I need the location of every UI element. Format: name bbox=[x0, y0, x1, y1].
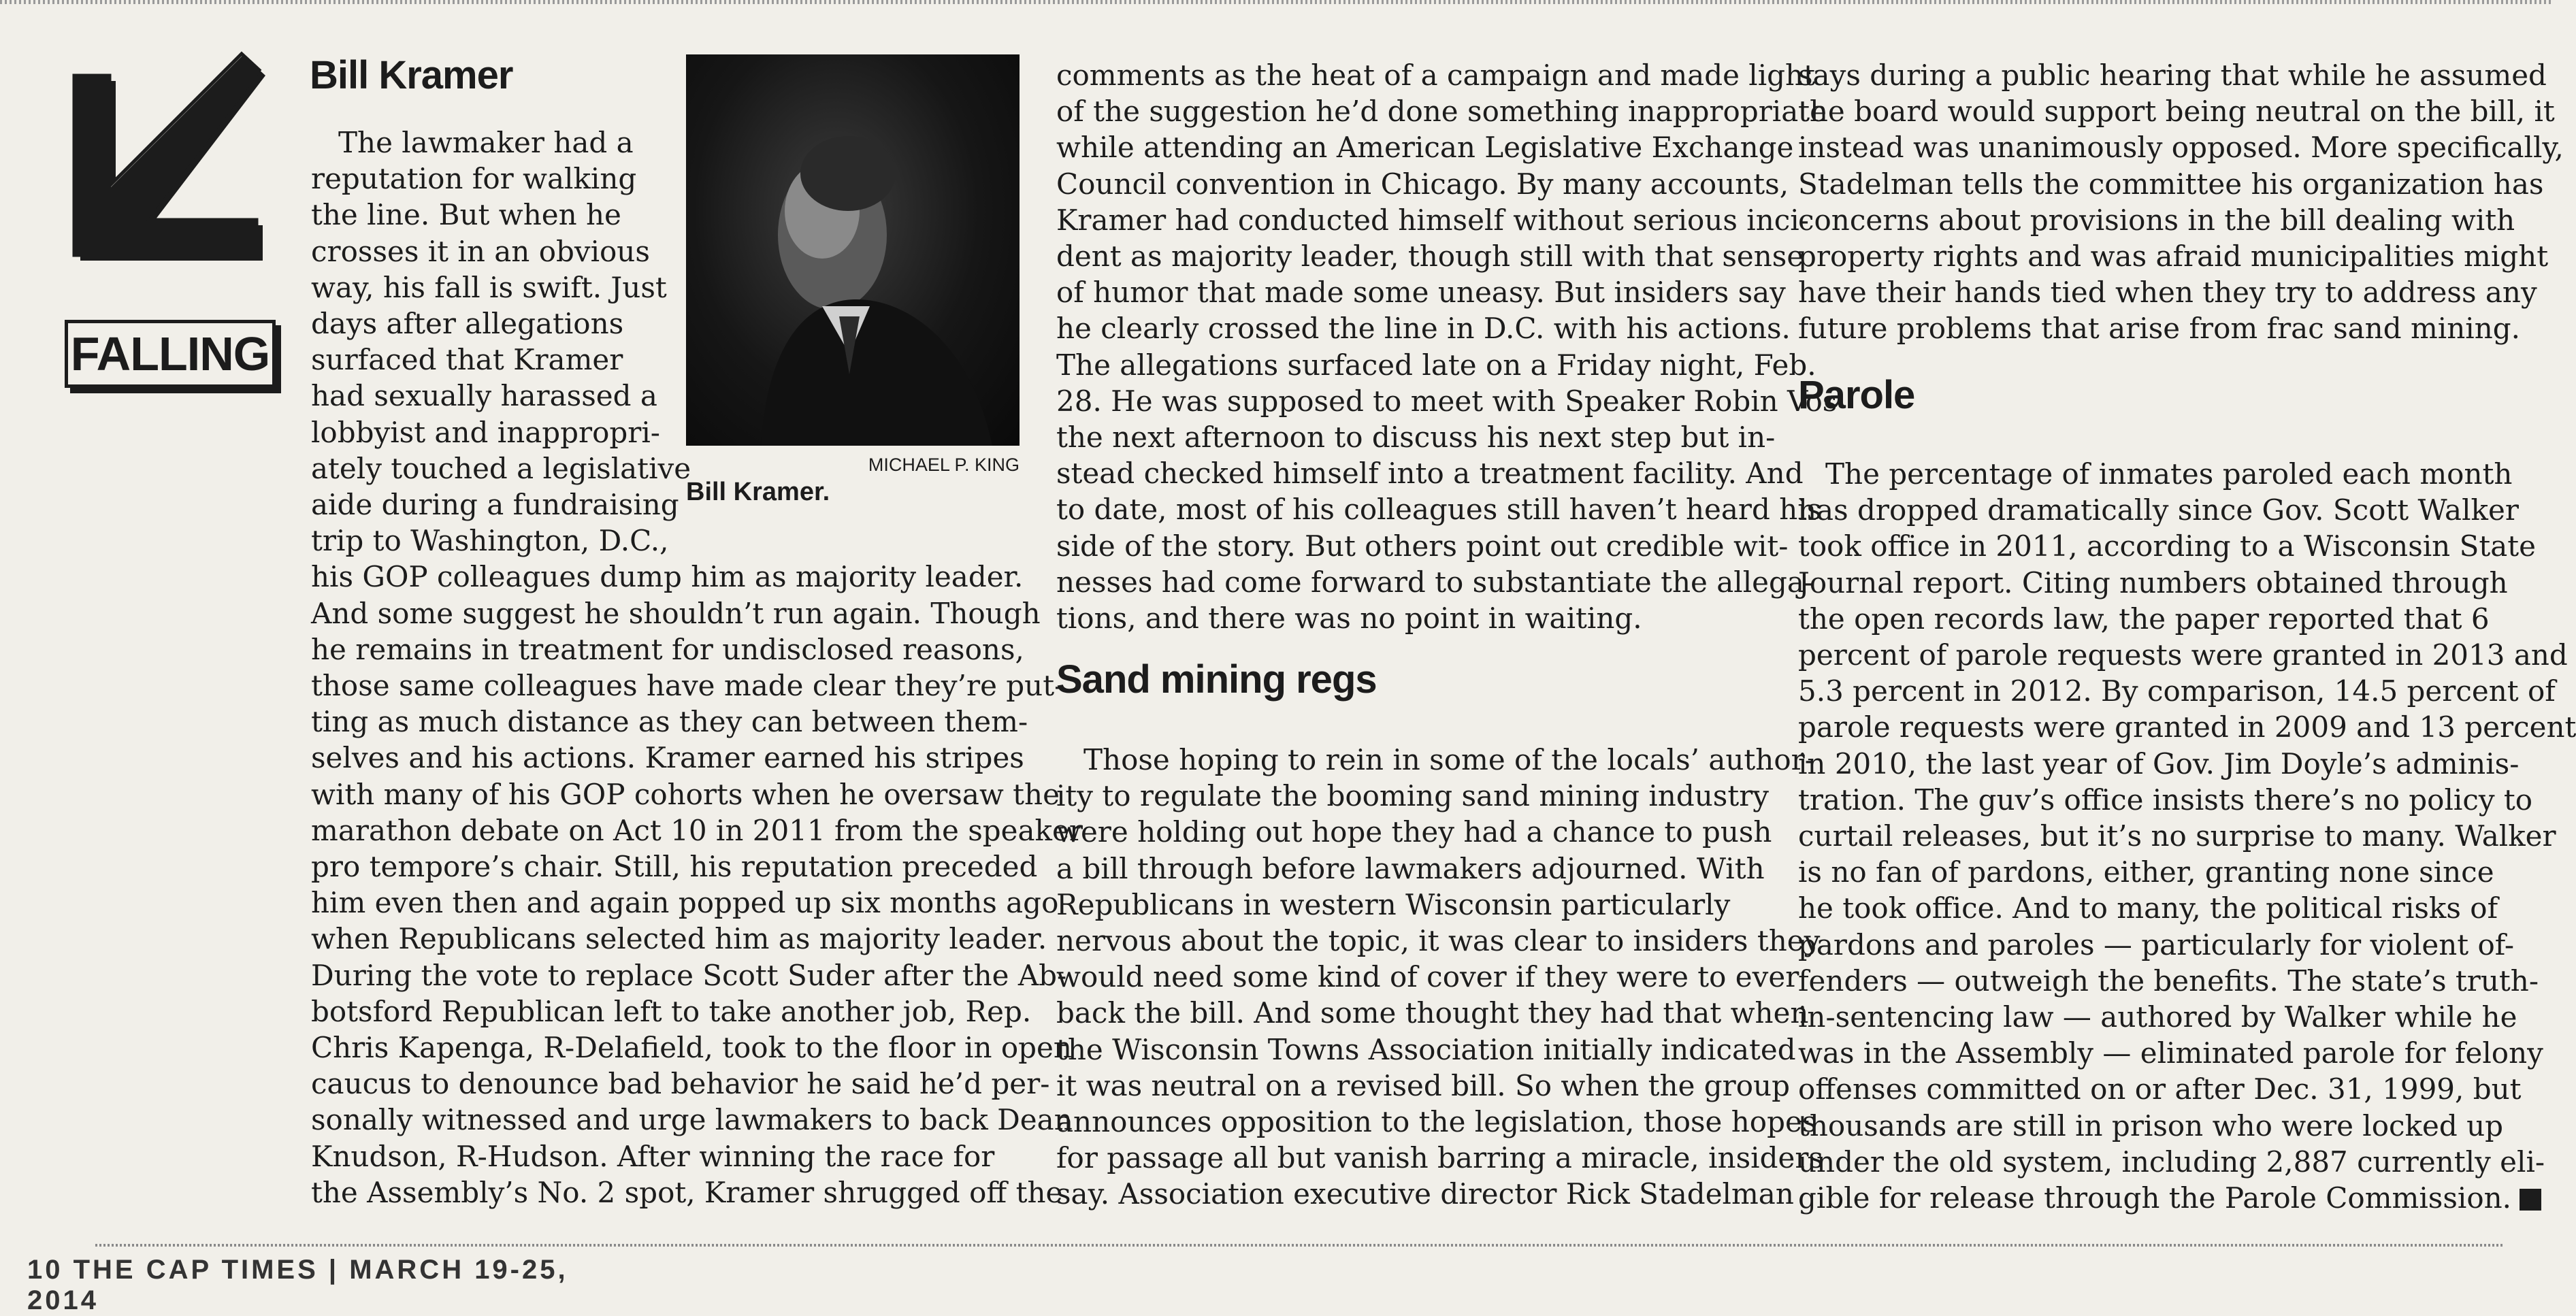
last-line-text: gible for release through the Parole Commission. bbox=[1798, 1181, 2512, 1215]
text-line: Chris Kapenga, R-Delafield, took to the floor in open bbox=[311, 1031, 1072, 1065]
text-line: concerns about provisions in the bill dealing with bbox=[1798, 203, 2515, 237]
text-line: was in the Assembly — eliminated parole for felony bbox=[1798, 1036, 2543, 1070]
text-line: 28. He was supposed to meet with Speaker Robin Vos bbox=[1056, 384, 1838, 418]
text-line: the next afternoon to discuss his next step but in- bbox=[1056, 421, 1776, 455]
text-line: have their hands tied when they try to address any bbox=[1798, 276, 2537, 310]
text-line: Council convention in Chicago. By many accounts, bbox=[1056, 167, 1789, 201]
top-dotted-rule bbox=[0, 0, 2551, 4]
heading-sand-mining: Sand mining regs bbox=[1056, 657, 1377, 702]
footer-page-line: 10 THE CAP TIMES | MARCH 19-25, 2014 bbox=[27, 1255, 568, 1315]
text-line: he remains in treatment for undisclosed reasons, bbox=[311, 632, 1024, 666]
text-line: sonally witnessed and urge lawmakers to back Dean bbox=[311, 1103, 1073, 1137]
text-line: were holding out hope they had a chance to push bbox=[1056, 815, 1772, 849]
text-line: caucus to denounce bad behavior he said he’d per- bbox=[311, 1067, 1050, 1101]
kramer-body bbox=[311, 125, 1083, 1211]
text-line: when Republicans selected him as majority leader. bbox=[311, 922, 1047, 956]
text-line: while attending an American Legislative Exchange bbox=[1056, 131, 1794, 165]
text-line: botsford Republican left to take another job, Rep. bbox=[311, 994, 1032, 1028]
photo-credit: MICHAEL P. KING bbox=[868, 455, 1020, 475]
text-line: days after allegations bbox=[311, 307, 624, 341]
text-line: it was neutral on a revised bill. So when the group bbox=[1056, 1068, 1790, 1102]
text-line: Knudson, R-Hudson. After winning the race for bbox=[311, 1139, 995, 1173]
text-line: thousands are still in prison who were locked up bbox=[1798, 1108, 2504, 1142]
falling-badge: FALLING bbox=[65, 320, 276, 388]
text-line: surfaced that Kramer bbox=[311, 343, 623, 377]
text-line: comments as the heat of a campaign and made light bbox=[1056, 59, 1815, 92]
text-line: ately touched a legislative bbox=[311, 451, 691, 485]
text-line: his GOP colleagues dump him as majority leader. bbox=[311, 560, 1024, 594]
text-line: would need some kind of cover if they were to ever bbox=[1056, 960, 1799, 994]
text-line: offenses committed on or after Dec. 31, 1999, but bbox=[1798, 1072, 2522, 1106]
text-line: for passage all but vanish barring a miracle, insiders bbox=[1056, 1141, 1823, 1175]
text-line: Journal report. Citing numbers obtained through bbox=[1798, 565, 2508, 599]
text-line: curtail releases, but it’s no surprise to many. Walker bbox=[1798, 819, 2556, 853]
photo-caption: Bill Kramer. bbox=[686, 478, 830, 506]
text-line: side of the story. But others point out credible wit- bbox=[1056, 529, 1789, 563]
sand-body-continued bbox=[1798, 57, 2564, 347]
text-line: During the vote to replace Scott Suder after the Ab- bbox=[311, 958, 1067, 992]
heading-parole: Parole bbox=[1798, 373, 1915, 417]
text-line bbox=[1798, 1180, 2576, 1216]
text-line: marathon debate on Act 10 in 2011 from the speaker bbox=[311, 813, 1083, 847]
text-line: ity to regulate the booming sand mining industry bbox=[1056, 779, 1770, 813]
text-line: a bill through before lawmakers adjourned. With bbox=[1056, 851, 1765, 885]
text-line: him even then and again popped up six months ago bbox=[311, 886, 1059, 920]
text-line: aide during a fundraising bbox=[311, 488, 679, 522]
text-line: pro tempore’s chair. Still, his reputation preceded bbox=[311, 850, 1038, 884]
text-line: percent of parole requests were granted in 2013 and bbox=[1798, 638, 2568, 672]
text-line: The lawmaker had a bbox=[338, 126, 634, 159]
text-line: took office in 2011, according to a Wisconsin State bbox=[1798, 529, 2537, 563]
end-of-story-mark bbox=[2520, 1189, 2541, 1211]
text-line: Republicans in western Wisconsin particularly bbox=[1056, 887, 1731, 921]
text-line: say. Association executive director Rick Stadelman bbox=[1056, 1177, 1794, 1211]
text-line: he took office. And to many, the political risks of bbox=[1798, 891, 2498, 925]
text-line: Kramer had conducted himself without serious inci- bbox=[1056, 203, 1809, 237]
text-line: The allegations surfaced late on a Friday night, Feb. bbox=[1056, 348, 1816, 382]
text-line: of the suggestion he’d done something inappropriate bbox=[1056, 95, 1827, 129]
text-line: has dropped dramatically since Gov. Scott Walker bbox=[1798, 493, 2519, 527]
text-line: is no fan of pardons, either, granting none since bbox=[1798, 855, 2494, 889]
text-line: he clearly crossed the line in D.C. with his actions. bbox=[1056, 312, 1791, 346]
text-line: property rights and was afraid municipalities might bbox=[1798, 240, 2549, 274]
text-line: nervous about the topic, it was clear to insiders they bbox=[1056, 924, 1821, 958]
text-line: announces opposition to the legislation, those hopes bbox=[1056, 1105, 1817, 1139]
text-line: stead checked himself into a treatment facility. And bbox=[1056, 457, 1804, 491]
text-line: the open records law, the paper reported that 6 bbox=[1798, 602, 2490, 636]
text-line: reputation for walking bbox=[311, 162, 637, 196]
text-line: under the old system, including 2,887 currently eli- bbox=[1798, 1145, 2545, 1179]
bottom-dotted-rule bbox=[95, 1244, 2505, 1247]
text-line: trip to Washington, D.C., bbox=[311, 524, 669, 558]
falling-arrow-icon bbox=[58, 51, 276, 276]
text-line: ting as much distance as they can between them- bbox=[311, 705, 1028, 739]
text-line: to date, most of his colleagues still haven’t heard his bbox=[1056, 493, 1822, 527]
text-line: the board would support being neutral on the bill, it bbox=[1798, 95, 2555, 129]
text-line: future problems that arise from frac sand mining. bbox=[1798, 312, 2520, 346]
text-line: lobbyist and inappropri- bbox=[311, 415, 661, 449]
text-line: nesses had come forward to substantiate the allega- bbox=[1056, 565, 1814, 599]
text-line: of humor that made some uneasy. But insiders say bbox=[1056, 276, 1786, 310]
text-line: crosses it in an obvious bbox=[311, 234, 650, 268]
text-line: dent as majority leader, though still with that sense bbox=[1056, 240, 1804, 274]
text-line: parole requests were granted in 2009 and 13 percent bbox=[1798, 710, 2576, 744]
text-line: in-sentencing law — authored by Walker while he bbox=[1798, 1000, 2517, 1034]
text-line: tration. The guv’s office insists there’s no policy to bbox=[1798, 783, 2533, 817]
text-line: with many of his GOP cohorts when he oversaw the bbox=[311, 777, 1060, 811]
text-line: Those hoping to rein in some of the locals’ author- bbox=[1083, 743, 1814, 776]
text-line: the Wisconsin Towns Association initially indicated bbox=[1056, 1032, 1796, 1066]
text-line: says during a public hearing that while he assumed bbox=[1798, 59, 2547, 92]
text-line: pardons and paroles — particularly for violent of- bbox=[1798, 927, 2515, 961]
parole-body bbox=[1798, 456, 2576, 1216]
text-line: fenders — outweigh the benefits. The state’s truth- bbox=[1798, 964, 2539, 998]
text-line: the line. But when he bbox=[311, 198, 621, 232]
text-line: And some suggest he shouldn’t run again. Though bbox=[311, 596, 1041, 630]
text-line: those same colleagues have made clear they’re put- bbox=[311, 669, 1064, 703]
text-line: Stadelman tells the committee his organization has bbox=[1798, 167, 2544, 201]
text-line: tions, and there was no point in waiting. bbox=[1056, 602, 1642, 636]
text-line: the Assembly’s No. 2 spot, Kramer shrugged off the bbox=[311, 1175, 1063, 1209]
text-line: back the bill. And some thought they had that when bbox=[1056, 996, 1809, 1030]
kramer-body-continued bbox=[1056, 57, 1837, 636]
text-line: selves and his actions. Kramer earned his stripes bbox=[311, 741, 1024, 775]
text-line: had sexually harassed a bbox=[311, 379, 657, 413]
text-line: way, his fall is swift. Just bbox=[311, 270, 667, 304]
heading-bill-kramer: Bill Kramer bbox=[310, 53, 513, 97]
text-line: 5.3 percent in 2012. By comparison, 14.5 percent of bbox=[1798, 674, 2556, 708]
text-line: instead was unanimously opposed. More specifically, bbox=[1798, 131, 2564, 165]
sand-body bbox=[1056, 742, 1823, 1213]
text-line: in 2010, the last year of Gov. Jim Doyle’s adminis- bbox=[1798, 746, 2520, 780]
text-line: The percentage of inmates paroled each month bbox=[1825, 457, 2513, 491]
